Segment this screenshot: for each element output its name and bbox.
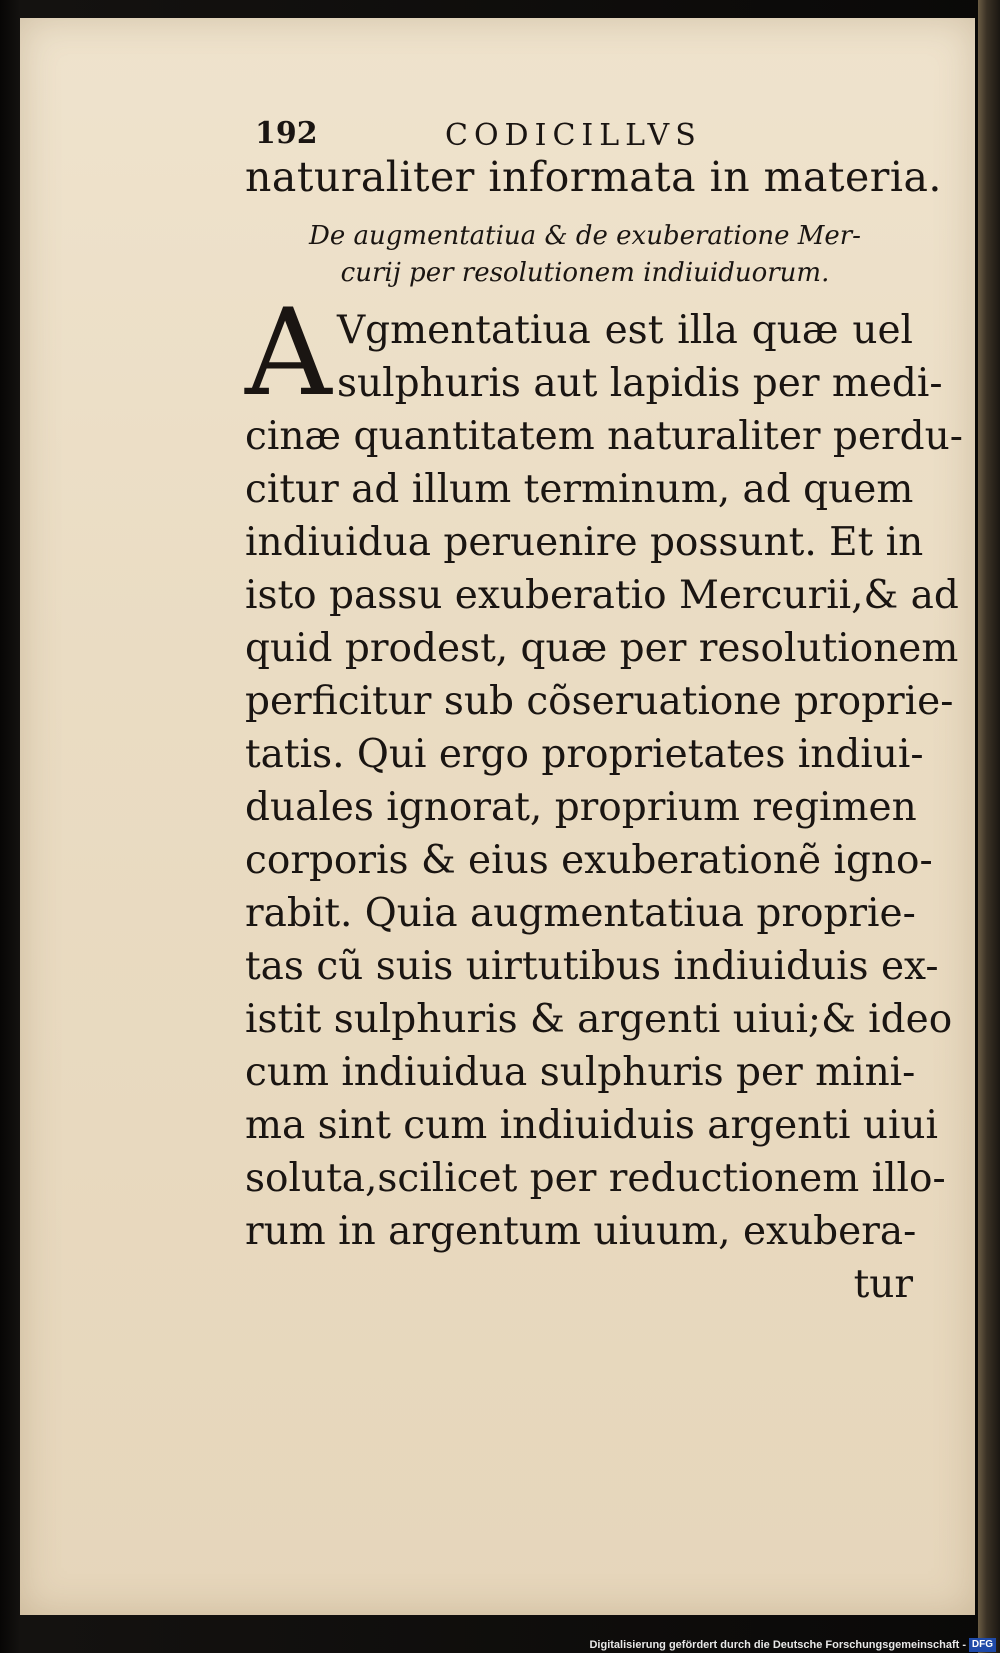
text-line: rum in argentum uiuum, exubera-	[245, 1209, 917, 1254]
page-number: 192	[255, 116, 318, 151]
catchword: tur	[853, 1262, 913, 1307]
book-edge	[978, 0, 1000, 1653]
text-line: istit sulphuris & argenti uiui;& ideo	[245, 997, 953, 1042]
text-line: cinæ quantitatem naturaliter perdu-	[245, 414, 963, 459]
text-line: indiuidua peruenire possunt. Et in	[245, 520, 924, 565]
text-line: rabit. Quia augmentatiua proprie-	[245, 891, 916, 936]
dfg-logo: DFG	[969, 1638, 996, 1652]
carry-over-line: naturaliter informata in materia.	[245, 153, 942, 201]
running-header	[245, 98, 925, 152]
book-page	[20, 18, 975, 1615]
text-line: corporis & eius exuberationẽ igno-	[245, 838, 933, 883]
section-heading-line-1: De augmentatiua & de exuberatione Mer-	[309, 221, 861, 251]
text-line: duales ignorat, proprium regimen	[245, 785, 917, 830]
text-line: citur ad illum terminum, ad quem	[245, 467, 914, 512]
text-line: perficitur sub cõseruatione proprie-	[245, 679, 954, 724]
text-line: tas cũ suis uirtutibus indiuiduis ex-	[245, 944, 939, 989]
text-line: ma sint cum indiuiduis argenti uiui	[245, 1103, 939, 1148]
text-line: cum indiuidua sulphuris per mini-	[245, 1050, 916, 1095]
text-line: soluta,scilicet per reductionem illo-	[245, 1156, 946, 1201]
body-text	[245, 284, 963, 1311]
page-content	[245, 98, 963, 1311]
section-heading	[245, 218, 925, 292]
digitization-credit: Digitalisierung gefördert durch die Deutsche Forschungsgemeinschaft -	[589, 1639, 966, 1651]
drop-initial: A	[245, 284, 332, 423]
text-line: isto passu exuberatio Mercurii,& ad	[245, 573, 959, 618]
running-title: CODICILLVS	[445, 118, 702, 153]
text-line: tatis. Qui ergo proprietates indiui-	[245, 732, 924, 777]
text-line: Vgmentatiua est illa quæ uel	[337, 308, 913, 353]
text-line: quid prodest, quæ per resolutionem	[245, 626, 959, 671]
section-heading-line-2: curij per resolutionem indiuiduorum.	[340, 258, 830, 288]
text-line: sulphuris aut lapidis per medi-	[337, 361, 943, 406]
